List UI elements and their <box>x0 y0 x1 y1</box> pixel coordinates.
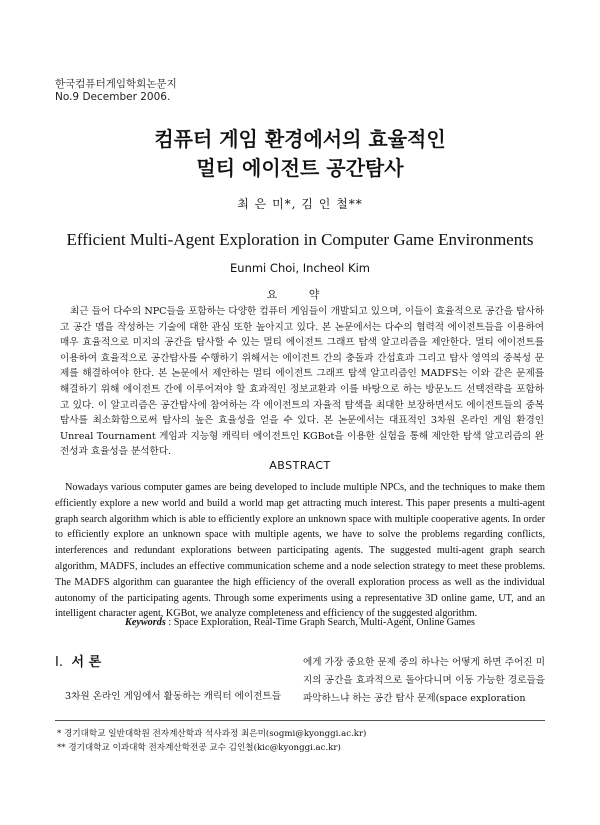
intro-left-text: 3차원 온라인 게임에서 활동하는 캐릭터 에이전트들 <box>65 691 281 702</box>
keywords-text: : Space Exploration, Real-Time Graph Search, Multi-Agent, Online Games <box>168 617 475 628</box>
english-abstract-text: Nowadays various computer games are being developed to include multiple NPCs, and the techniques to make them efficiently explore a new world and build a world map get attracting much interest. This paper presents a multi-agent graph search algorithm which is able to efficiently explore an unknown space with multiple cooperative agents. In order to efficiently explore an unknown space with multiple agents, we have to solve the problems regarding conflicts, interferences and redundant explorations between participating agents. The suggested multi-agent graph search algorithm, MADFS, includes an effective communication scheme and a node selection strategy to meet these problems. The MADFS algorithm can guarantee the high efficiency of the overall exploration process as well as the individual autonomy of the participating agents. Through some experiments using a representative 3D online game, UT, and an intelligent character agent, KGBot, we analyze completeness and efficiency of the suggested algorithm. <box>55 482 545 620</box>
keywords-line <box>55 617 545 628</box>
keywords-label: Keywords <box>125 617 166 628</box>
section-heading <box>55 651 285 670</box>
footnote-1: * 경기대학교 일반대학원 전자계산학과 석사과정 최은미(sogmi@kyonggi.ac.kr) <box>57 729 367 739</box>
left-column <box>55 651 285 706</box>
journal-name: 한국컴퓨터게임학회논문지 <box>55 78 177 90</box>
english-title: Efficient Multi-Agent Exploration in Computer Game Environments <box>66 230 534 249</box>
english-abstract-heading: ABSTRACT <box>269 459 331 472</box>
english-authors: Eunmi Choi, Incheol Kim <box>230 261 370 275</box>
korean-abstract-text: 최근 들어 다수의 NPC들을 포함하는 다양한 컴퓨터 게임들이 개발되고 있으며, 이들이 효율적으로 공간을 탐사하고 공간 맵을 작성하는 기술에 대한 관심 또한 높아지고 있다. 본 논문에서는 다수의 협력적 에이전트들을 이용하여 매우 효율적으로 미지의 공간을 탐사할 수 있는 멀티 에이전트 그래프 탐색 알고리즘을 제안한다. 멀티 에이전트를 이용하여 효율적으로 공간탐사를 수행하기 위해서는 에이전트 간의 충돌과 간섭효과 그리고 탐사 영역의 중복성 문제를 해결하여야 한다. 본 논문에서 제안하는 멀티 에이전트 그래프 탐색 알고리즘인 MADFS는 이와 같은 문제를 해결하기 위해 에이전트 간에 이루어져야 할 효과적인 정보교환과 이를 바탕으로 하는 방문노드 선택전략을 포함하고 있다. 이 알고리즘은 공간탐사에 참여하는 각 에이전트의 자율적 탐색을 최대한 보장하면서도 에이전트들의 중복탐사를 최소화함으로써 탐사의 높은 효율성을 얻을 수 있다. 본 논문에서는 대표적인 3차원 온라인 게임 환경인 Unreal Tournament 게임과 지능형 캐릭터 에이전트인 KGBot을 이용한 실험을 통해 제안한 탐색 알고리즘의 완전성과 효율성을 분석한다. <box>60 306 544 458</box>
korean-title-line-1: 컴퓨터 게임 환경에서의 효율적인 <box>154 127 446 151</box>
intro-right-text: 에게 가장 중요한 문제 중의 하나는 어떻게 하면 주어진 미지의 공간을 효과적으로 돌아다니며 이동 가능한 경로들을 파악하느냐 하는 공간 탐사 문제(space exploration <box>303 657 545 704</box>
korean-authors: 최 은 미*, 김 인 철** <box>237 197 363 211</box>
journal-header <box>55 78 177 104</box>
korean-title-line-2: 멀티 에이전트 공간탐사 <box>196 156 404 180</box>
footnote-divider <box>55 720 545 721</box>
journal-issue: No.9 December 2006. <box>55 91 171 103</box>
footnotes <box>57 727 366 755</box>
korean-abstract-heading: 요 약 <box>266 288 334 301</box>
section-number: Ⅰ. <box>55 655 63 670</box>
section-title: 서 론 <box>71 655 102 670</box>
footnote-2: ** 경기대학교 이과대학 전자계산학전공 교수 김인철(kic@kyonggi.ac.kr) <box>57 743 341 753</box>
